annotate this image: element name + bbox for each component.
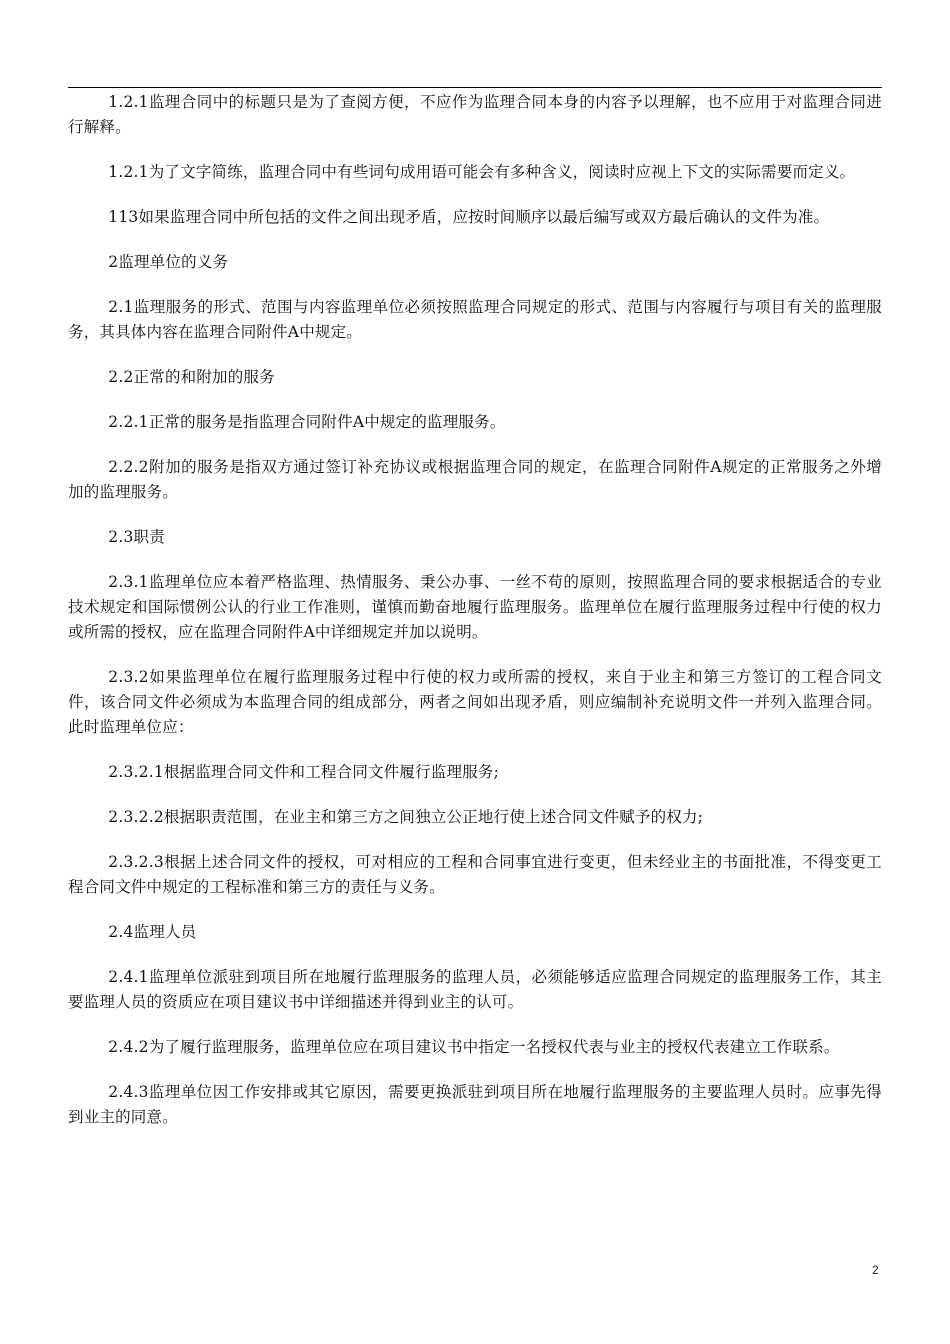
paragraph: 1.2.1监理合同中的标题只是为了查阅方便，不应作为监理合同本身的内容予以理解，也不应用于对监理合同进行解释。 xyxy=(68,93,882,136)
section-heading: 2.4监理人员 xyxy=(108,923,197,941)
paragraph: 113如果监理合同中所包括的文件之间出现矛盾，应按时间顺序以最后编写或双方最后确认的文件为准。 xyxy=(108,208,830,226)
document-body xyxy=(68,90,882,1150)
section-heading: 2.2正常的和附加的服务 xyxy=(108,368,275,386)
header-rule xyxy=(68,87,882,88)
paragraph: 1.2.1为了文字简练，监理合同中有些词句成用语可能会有多种含义，阅读时应视上下文的实际需要而定义。 xyxy=(108,163,856,181)
paragraph: 2.1监理服务的形式、范围与内容监理单位必须按照监理合同规定的形式、范围与内容履行与项目有关的监理服务，其具体内容在监理合同附件A中规定。 xyxy=(68,298,882,341)
paragraph: 2.3.2.3根据上述合同文件的授权，可对相应的工程和合同事宜进行变更，但未经业主的书面批准，不得变更工程合同文件中规定的工程标准和第三方的责任与义务。 xyxy=(68,853,882,896)
paragraph: 2.3.2.1根据监理合同文件和工程合同文件履行监理服务; xyxy=(108,763,500,781)
section-heading: 2监理单位的义务 xyxy=(108,253,229,271)
paragraph: 2.3.1监理单位应本着严格监理、热情服务、秉公办事、一丝不苟的原则，按照监理合同的要求根据适合的专业技术规定和国际惯例公认的行业工作准则，谨慎而勤奋地履行监理服务。监理单位在履行监理服务过程中行使的权力或所需的授权，应在监理合同附件A中详细规定并加以说明。 xyxy=(68,573,882,641)
paragraph: 2.2.1正常的服务是指监理合同附件A中规定的监理服务。 xyxy=(108,413,506,431)
paragraph: 2.4.3监理单位因工作安排或其它原因，需要更换派驻到项目所在地履行监理服务的主要监理人员时。应事先得到业主的同意。 xyxy=(68,1083,882,1126)
page-number: 2 xyxy=(872,1263,879,1277)
paragraph: 2.4.1监理单位派驻到项目所在地履行监理服务的监理人员，必须能够适应监理合同规定的监理服务工作，其主要监理人员的资质应在项目建议书中详细描述并得到业主的认可。 xyxy=(68,968,882,1011)
section-heading: 2.3职责 xyxy=(108,528,165,546)
paragraph: 2.3.2如果监理单位在履行监理服务过程中行使的权力或所需的授权，来自于业主和第三方签订的工程合同文件，该合同文件必须成为本监理合同的组成部分，两者之间如出现矛盾，则应编制补充说明文件一并列入监理合同。此时监理单位应： xyxy=(68,668,882,736)
paragraph: 2.3.2.2根据职责范围，在业主和第三方之间独立公正地行使上述合同文件赋予的权力; xyxy=(108,808,704,826)
paragraph: 2.2.2附加的服务是指双方通过签订补充协议或根据监理合同的规定，在监理合同附件A规定的正常服务之外增加的监理服务。 xyxy=(68,458,882,501)
paragraph: 2.4.2为了履行监理服务，监理单位应在项目建议书中指定一名授权代表与业主的授权代表建立工作联系。 xyxy=(108,1038,840,1056)
